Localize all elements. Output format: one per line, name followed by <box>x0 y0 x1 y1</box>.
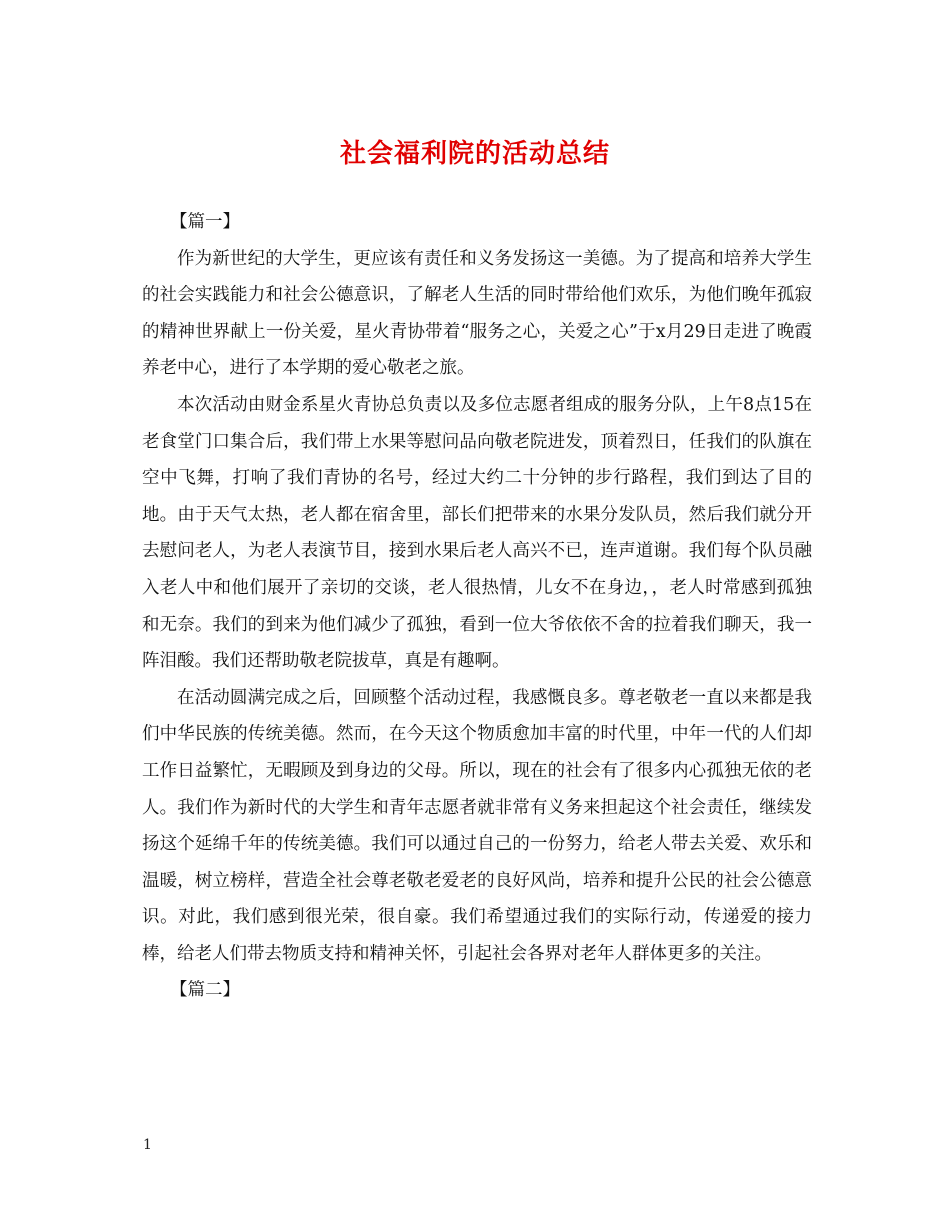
document-body <box>142 204 812 1009</box>
section-label-one: 【篇一】 <box>170 212 240 232</box>
paragraph: 在活动圆满完成之后，回顾整个活动过程，我感慨良多。尊老敬老一直以来都是我们中华民族的传统美德。然而，在今天这个物质愈加丰富的时代里，中年一代的人们却工作日益繁忙，无暇顾及到身边的父母。所以，现在的社会有了很多内心孤独无依的老人。我们作为新时代的大学生和青年志愿者就非常有义务来担起这个社会责任，继续发扬这个延绵千年的传统美德。我们可以通过自己的一份努力，给老人带去关爱、欢乐和温暖，树立榜样，营造全社会尊老敬老爱老的良好风尚，培养和提升公民的社会公德意识。对此，我们感到很光荣，很自豪。我们希望通过我们的实际行动，传递爱的接力棒，给老人们带去物质支持和精神关怀，引起社会各界对老年人群体更多的关注。 <box>142 687 812 964</box>
document-title: 社会福利院的活动总结 <box>339 139 610 169</box>
paragraph: 作为新世纪的大学生，更应该有责任和义务发扬这一美德。为了提高和培养大学生的社会实践能力和社会公德意识，了解老人生活的同时带给他们欢乐，为他们晚年孤寂的精神世界献上一份关爱，星火青协带着“服务之心，关爱之心”于x月29日走进了晚霞养老中心，进行了本学期的爱心敬老之旅。 <box>142 248 812 379</box>
section-label-two: 【篇二】 <box>170 980 240 1001</box>
page-number: 1 <box>143 1137 152 1153</box>
paragraph: 本次活动由财金系星火青协总负责以及多位志愿者组成的服务分队，上午8点15在老食堂门口集合后，我们带上水果等慰问品向敬老院进发，顶着烈日，任我们的队旗在空中飞舞，打响了我们青协的名号，经过大约二十分钟的步行路程，我们到达了目的地。由于天气太热，老人都在宿舍里，部长们把带来的水果分发队员，然后我们就分开去慰问老人，为老人表演节目，接到水果后老人高兴不已，连声道谢。我们每个队员融入老人中和他们展开了亲切的交谈，老人很热情，儿女不在身边，，老人时常感到孤独和无奈。我们的到来为他们减少了孤独，看到一位大爷依依不舍的拉着我们聊天，我一阵泪酸。我们还帮助敬老院拔草，真是有趣啊。 <box>142 394 812 672</box>
